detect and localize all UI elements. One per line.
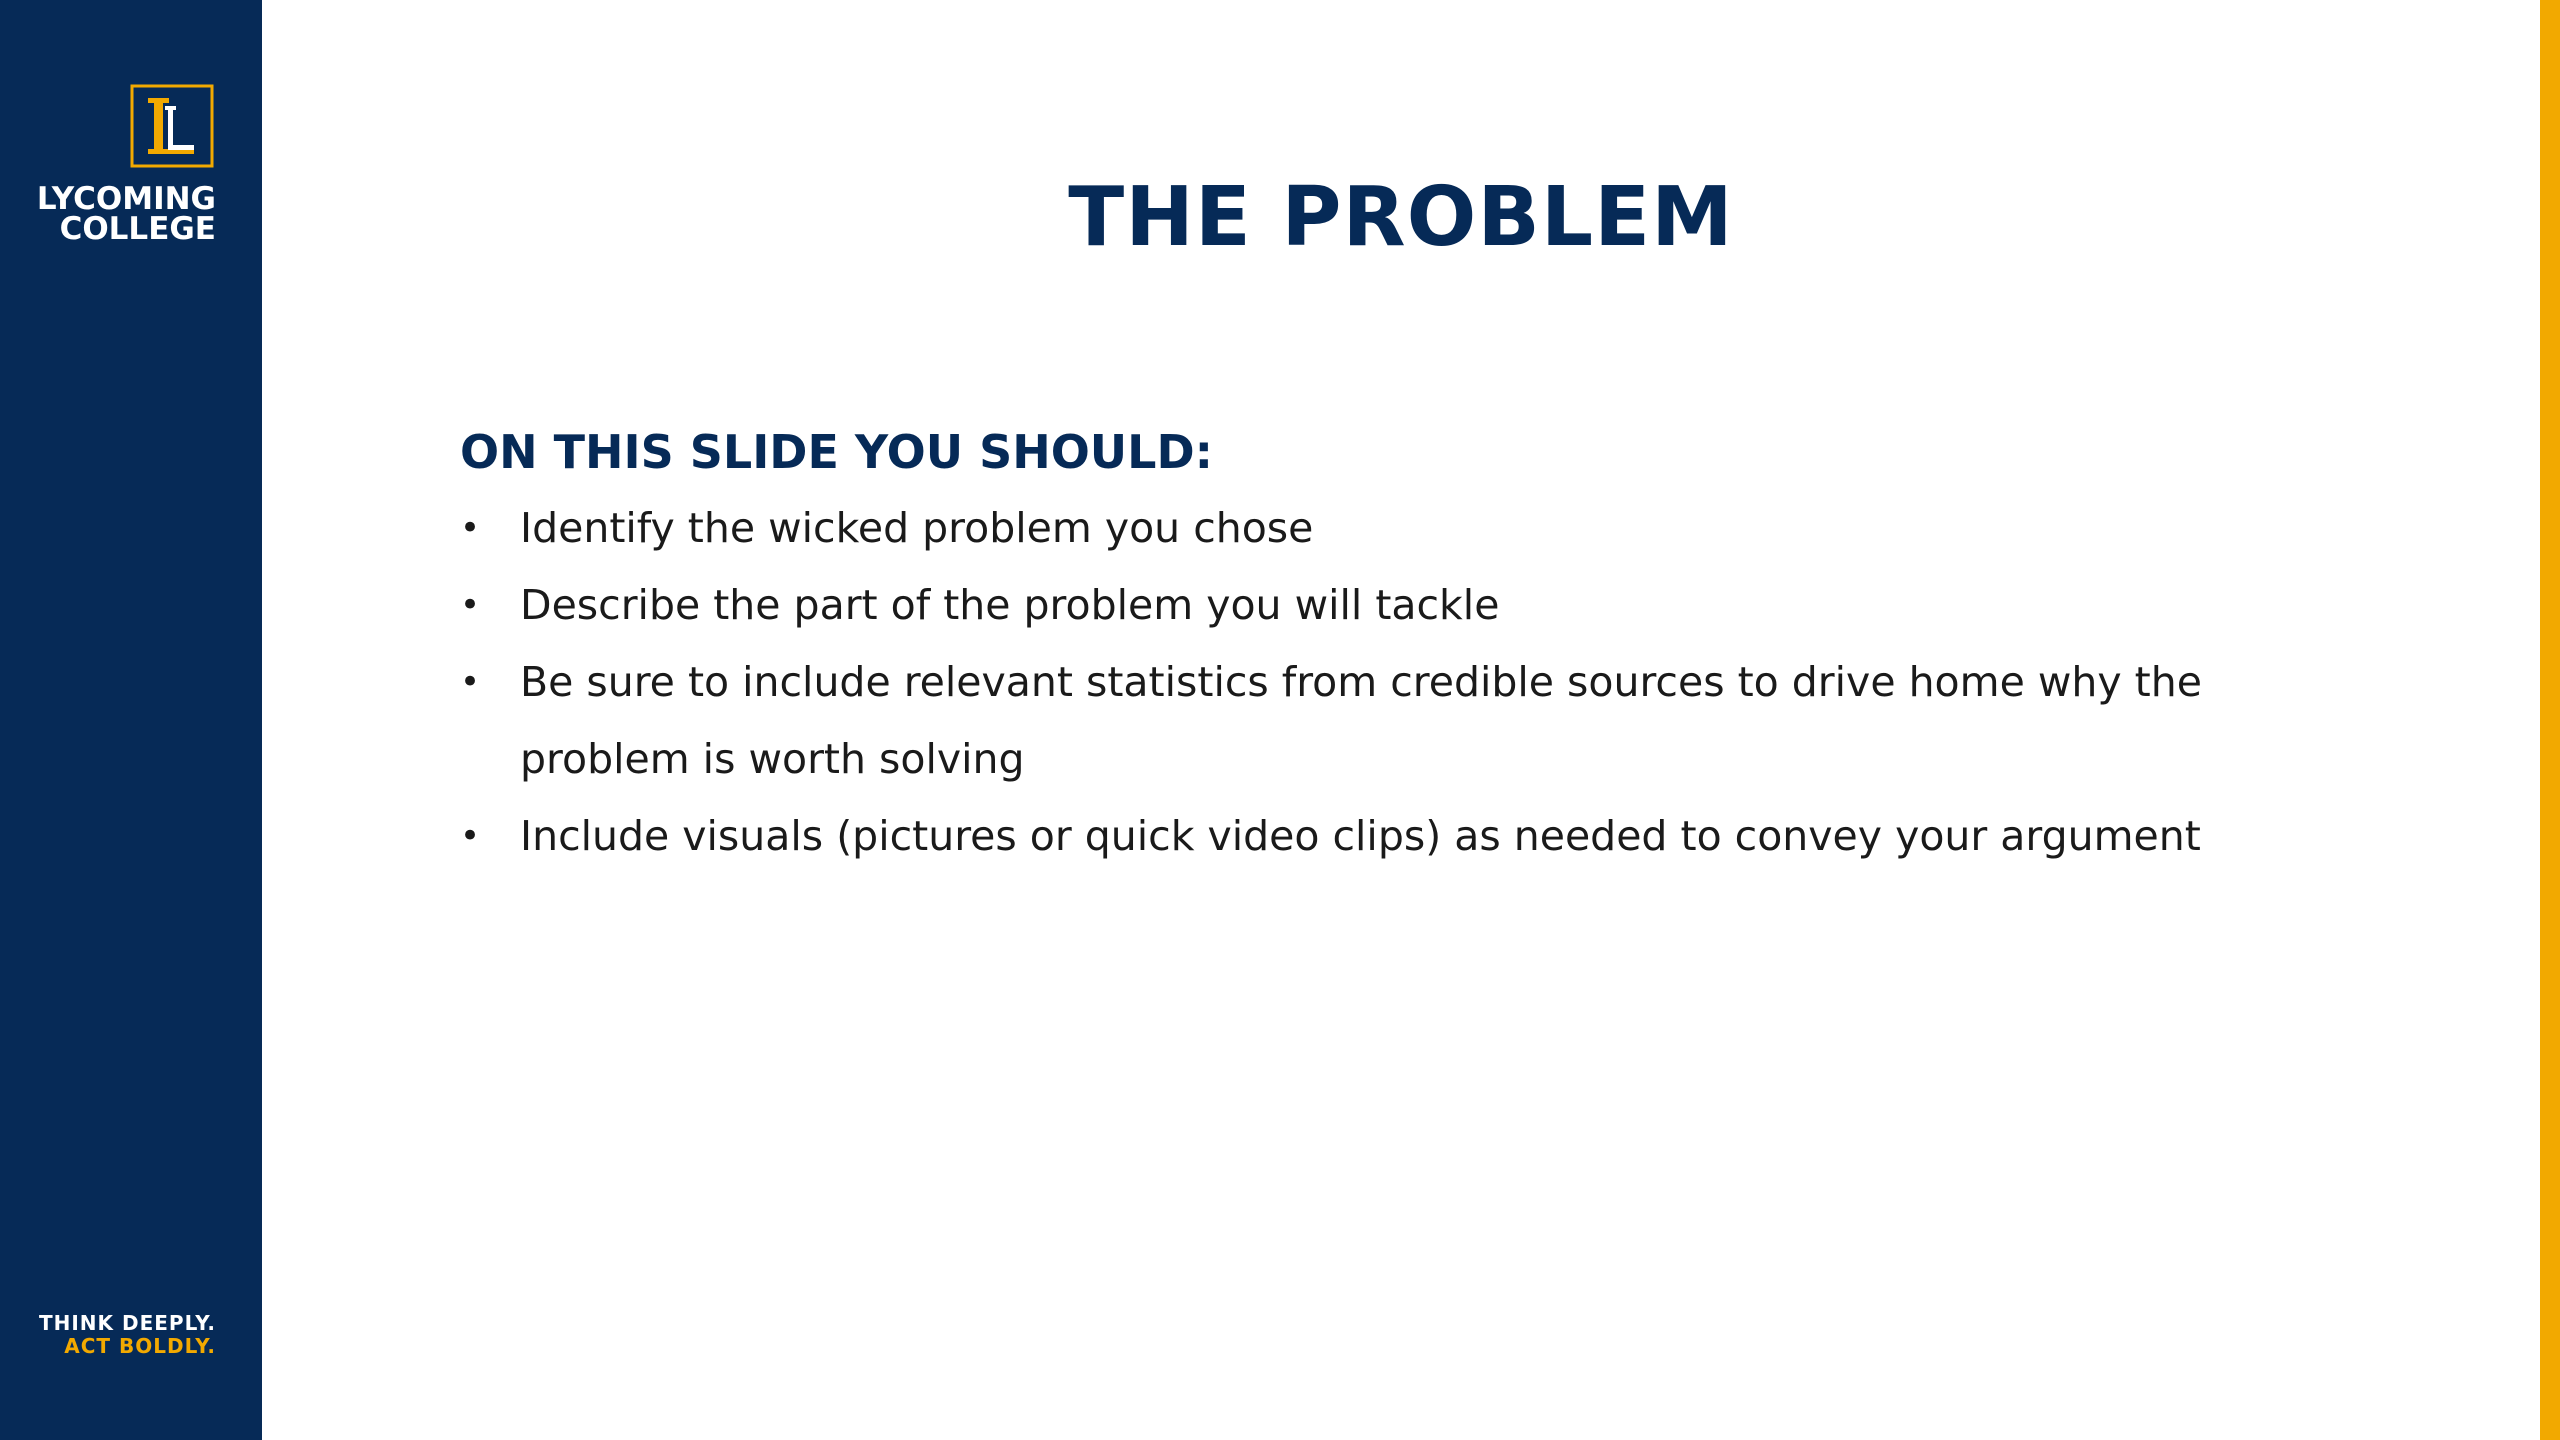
college-logo <box>0 84 262 247</box>
bullet-marker: • <box>460 662 481 702</box>
lycoming-l-monogram-icon <box>130 84 214 168</box>
bullet-marker: • <box>460 508 481 548</box>
slide-title: THE PROBLEM <box>1068 170 1734 265</box>
wordmark-line-2: COLLEGE <box>59 211 216 247</box>
bullet-text: Identify the wicked problem you chose <box>520 504 1314 552</box>
list-item <box>460 644 2360 798</box>
bullet-list <box>460 490 2360 875</box>
list-item <box>460 567 2360 644</box>
bullet-marker: • <box>460 816 481 856</box>
college-wordmark <box>36 181 216 247</box>
bullet-text: Describe the part of the problem you will tackle <box>520 581 1500 629</box>
tagline-line-1: THINK DEEPLY. <box>38 1311 216 1335</box>
slide-subheading: ON THIS SLIDE YOU SHOULD: <box>460 425 1214 479</box>
tagline <box>39 1312 216 1358</box>
wordmark-line-1: LYCOMING <box>36 181 216 217</box>
bullet-text: Be sure to include relevant statistics from credible sources to drive home why the problem is worth solving <box>520 658 2202 783</box>
bullet-marker: • <box>460 585 481 625</box>
list-item <box>460 798 2360 875</box>
brand-sidebar <box>0 0 262 1440</box>
gold-accent-bar <box>2540 0 2560 1440</box>
tagline-line-2: ACT BOLDLY. <box>64 1334 216 1358</box>
bullet-text: Include visuals (pictures or quick video clips) as needed to convey your argument <box>520 812 2201 860</box>
slide-content <box>460 420 2360 875</box>
list-item <box>460 490 2360 567</box>
